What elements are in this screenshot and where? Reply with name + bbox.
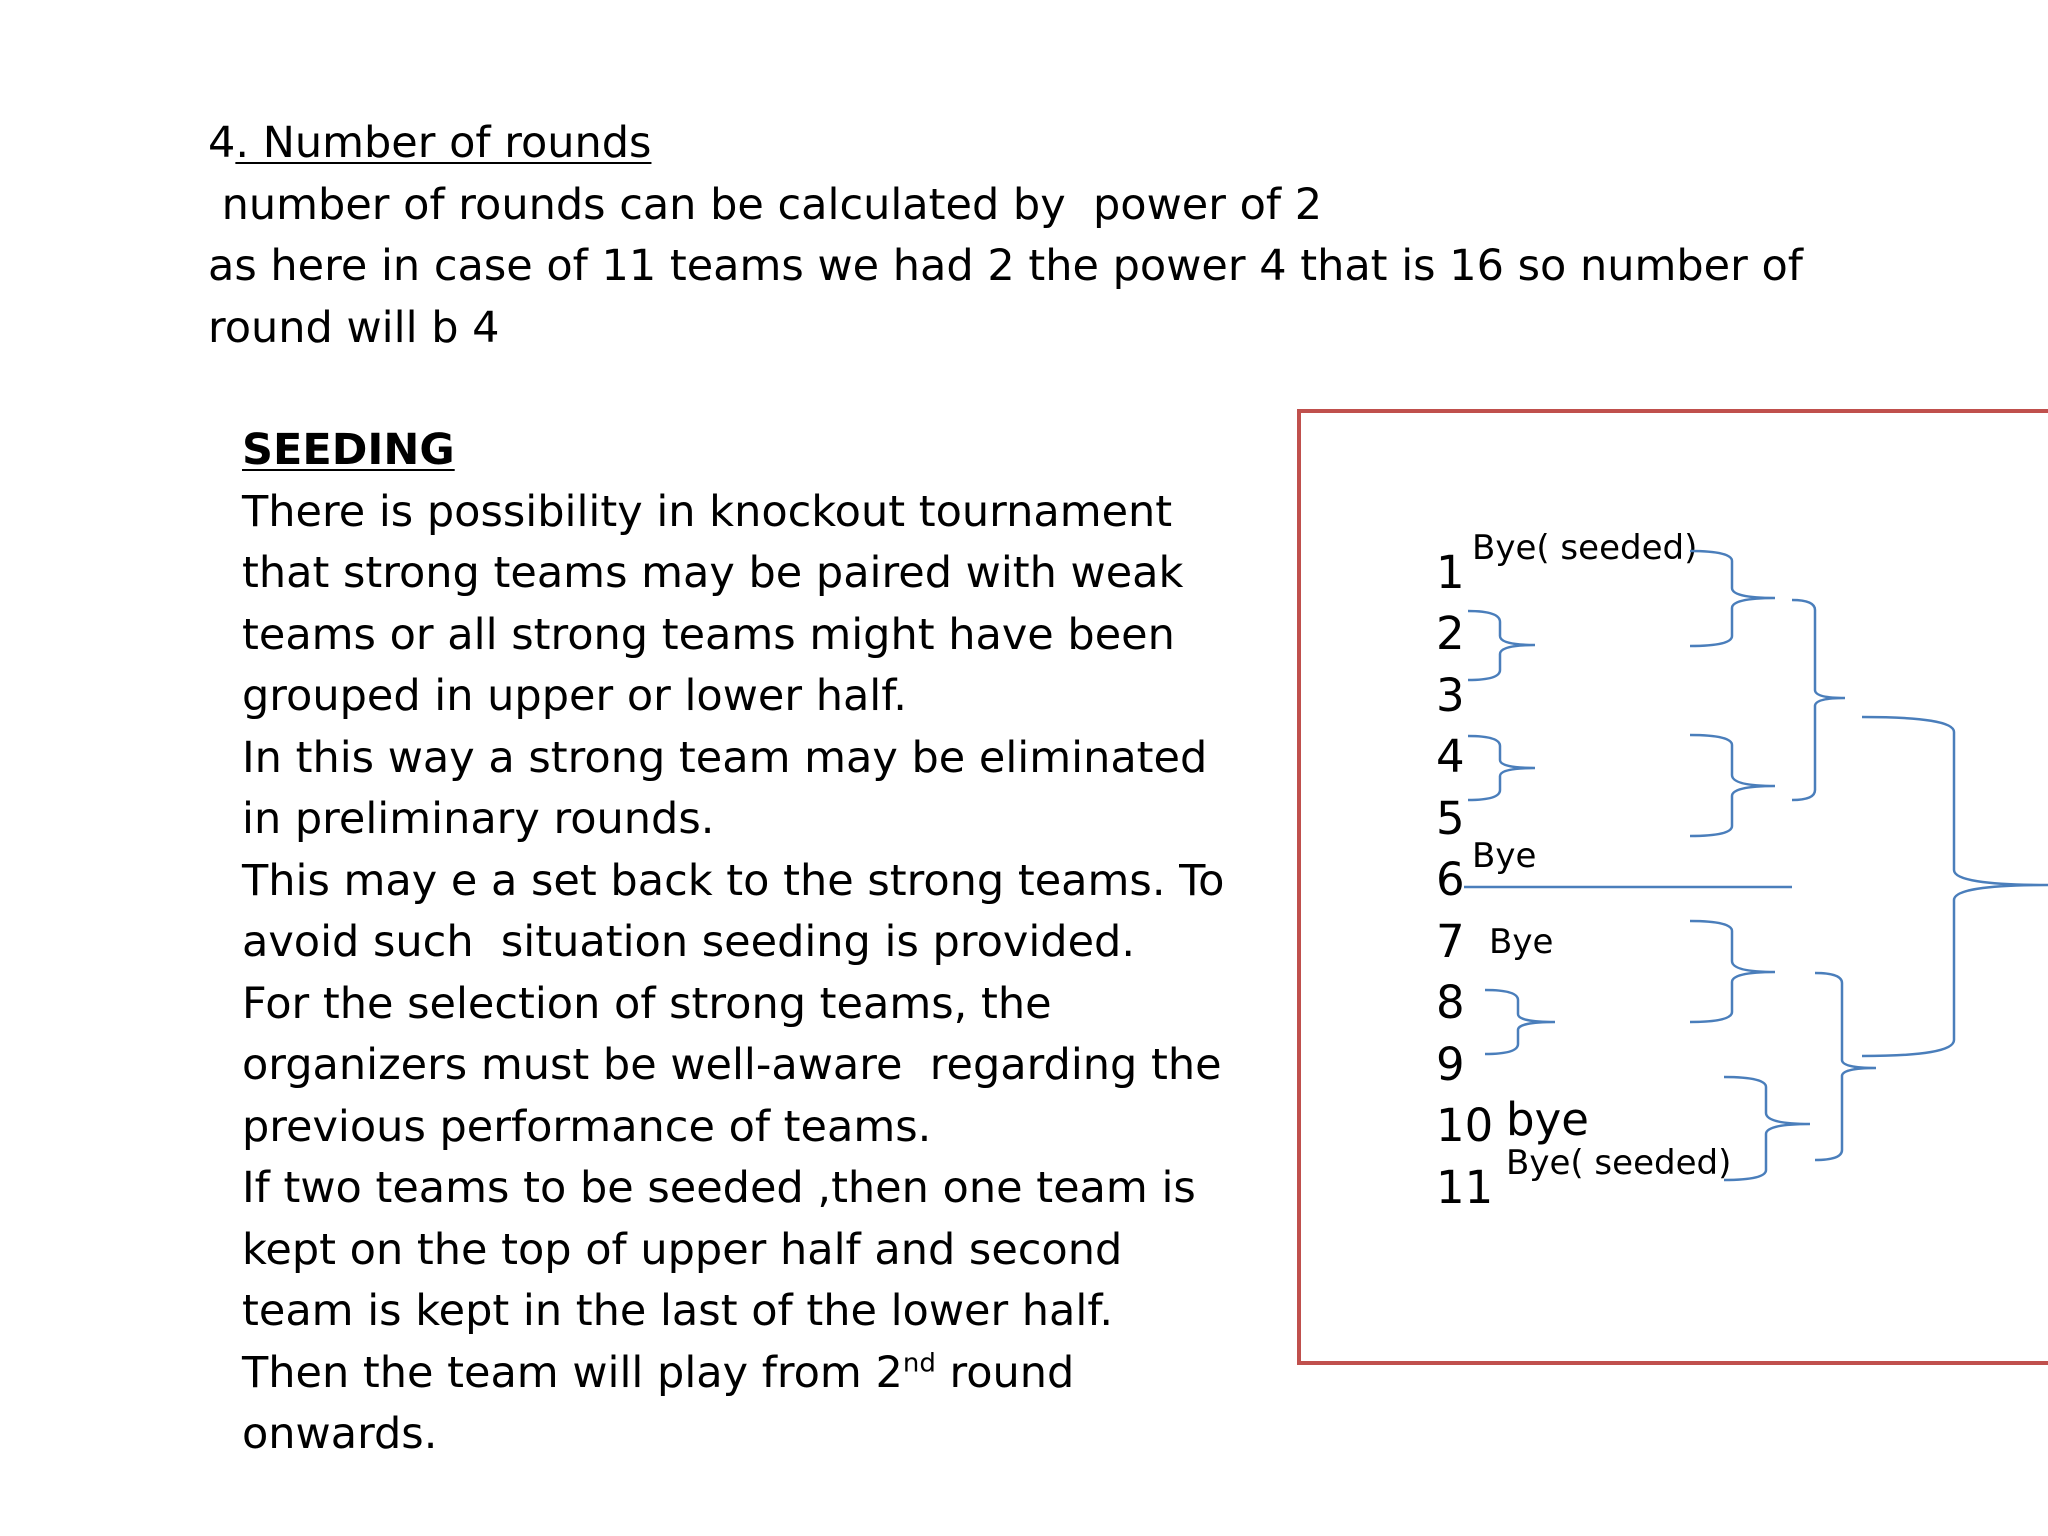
seeding-line-15	[242, 1348, 1075, 1398]
team-number-4: 4	[1436, 730, 1465, 783]
team-number-1: 1	[1436, 546, 1465, 599]
seeding-line-12: If two teams to be seeded ,then one team is	[242, 1163, 1196, 1213]
seeding-line-3: teams or all strong teams might have been	[242, 610, 1175, 660]
team1-bye-seeded-label: Bye( seeded)	[1472, 528, 1698, 568]
seeding-line-2: that strong teams may be paired with weak	[242, 548, 1184, 598]
rounds-line-3: round will b 4	[208, 303, 500, 353]
seeding-line-7: This may e a set back to the strong teams. To	[242, 856, 1225, 906]
seeding-heading: SEEDING	[242, 425, 455, 475]
rounds-line-2: as here in case of 11 teams we had 2 the power 4 that is 16 so number of	[208, 241, 1803, 291]
seeding-line-9: For the selection of strong teams, the	[242, 979, 1052, 1029]
seeding-line-1: There is possibility in knockout tournament	[242, 487, 1173, 537]
seeding-line-13: kept on the top of upper half and second	[242, 1225, 1123, 1275]
team-number-9: 9	[1436, 1038, 1465, 1091]
team-number-11: 11	[1436, 1161, 1494, 1214]
team6-bye-label: Bye	[1472, 836, 1537, 876]
ordinal-suffix: nd	[902, 1348, 936, 1379]
team-number-7: 7	[1436, 915, 1465, 968]
seeding-line-16: onwards.	[242, 1409, 438, 1459]
rounds-line-1: number of rounds can be calculated by power of 2	[208, 180, 1323, 230]
seeding-line-8: avoid such situation seeding is provided.	[242, 917, 1135, 967]
rounds-heading-text: . Number of rounds	[235, 118, 652, 168]
seeding-line-6: in preliminary rounds.	[242, 794, 715, 844]
team-number-8: 8	[1436, 976, 1465, 1029]
seeding-line-5: In this way a strong team may be eliminated	[242, 733, 1208, 783]
seeding-line-15-end: round	[935, 1348, 1075, 1398]
team7-bye-label: Bye	[1489, 922, 1554, 962]
team-number-3: 3	[1436, 669, 1465, 722]
team10-bye-label: bye	[1506, 1093, 1589, 1146]
rounds-heading	[208, 118, 652, 168]
seeding-line-11: previous performance of teams.	[242, 1102, 932, 1152]
seeding-line-14: team is kept in the last of the lower half.	[242, 1286, 1114, 1336]
rounds-heading-number: 4	[208, 118, 236, 168]
seeding-line-10: organizers must be well-aware regarding the	[242, 1040, 1222, 1090]
team-number-10: 10	[1436, 1099, 1494, 1152]
team11-bye-seeded-label: Bye( seeded)	[1506, 1143, 1732, 1183]
team-number-2: 2	[1436, 607, 1465, 660]
team-number-5: 5	[1436, 792, 1465, 845]
seeding-line-4: grouped in upper or lower half.	[242, 671, 907, 721]
team-number-6: 6	[1436, 853, 1465, 906]
seeding-line-15-start: Then the team will play from 2	[242, 1348, 903, 1398]
